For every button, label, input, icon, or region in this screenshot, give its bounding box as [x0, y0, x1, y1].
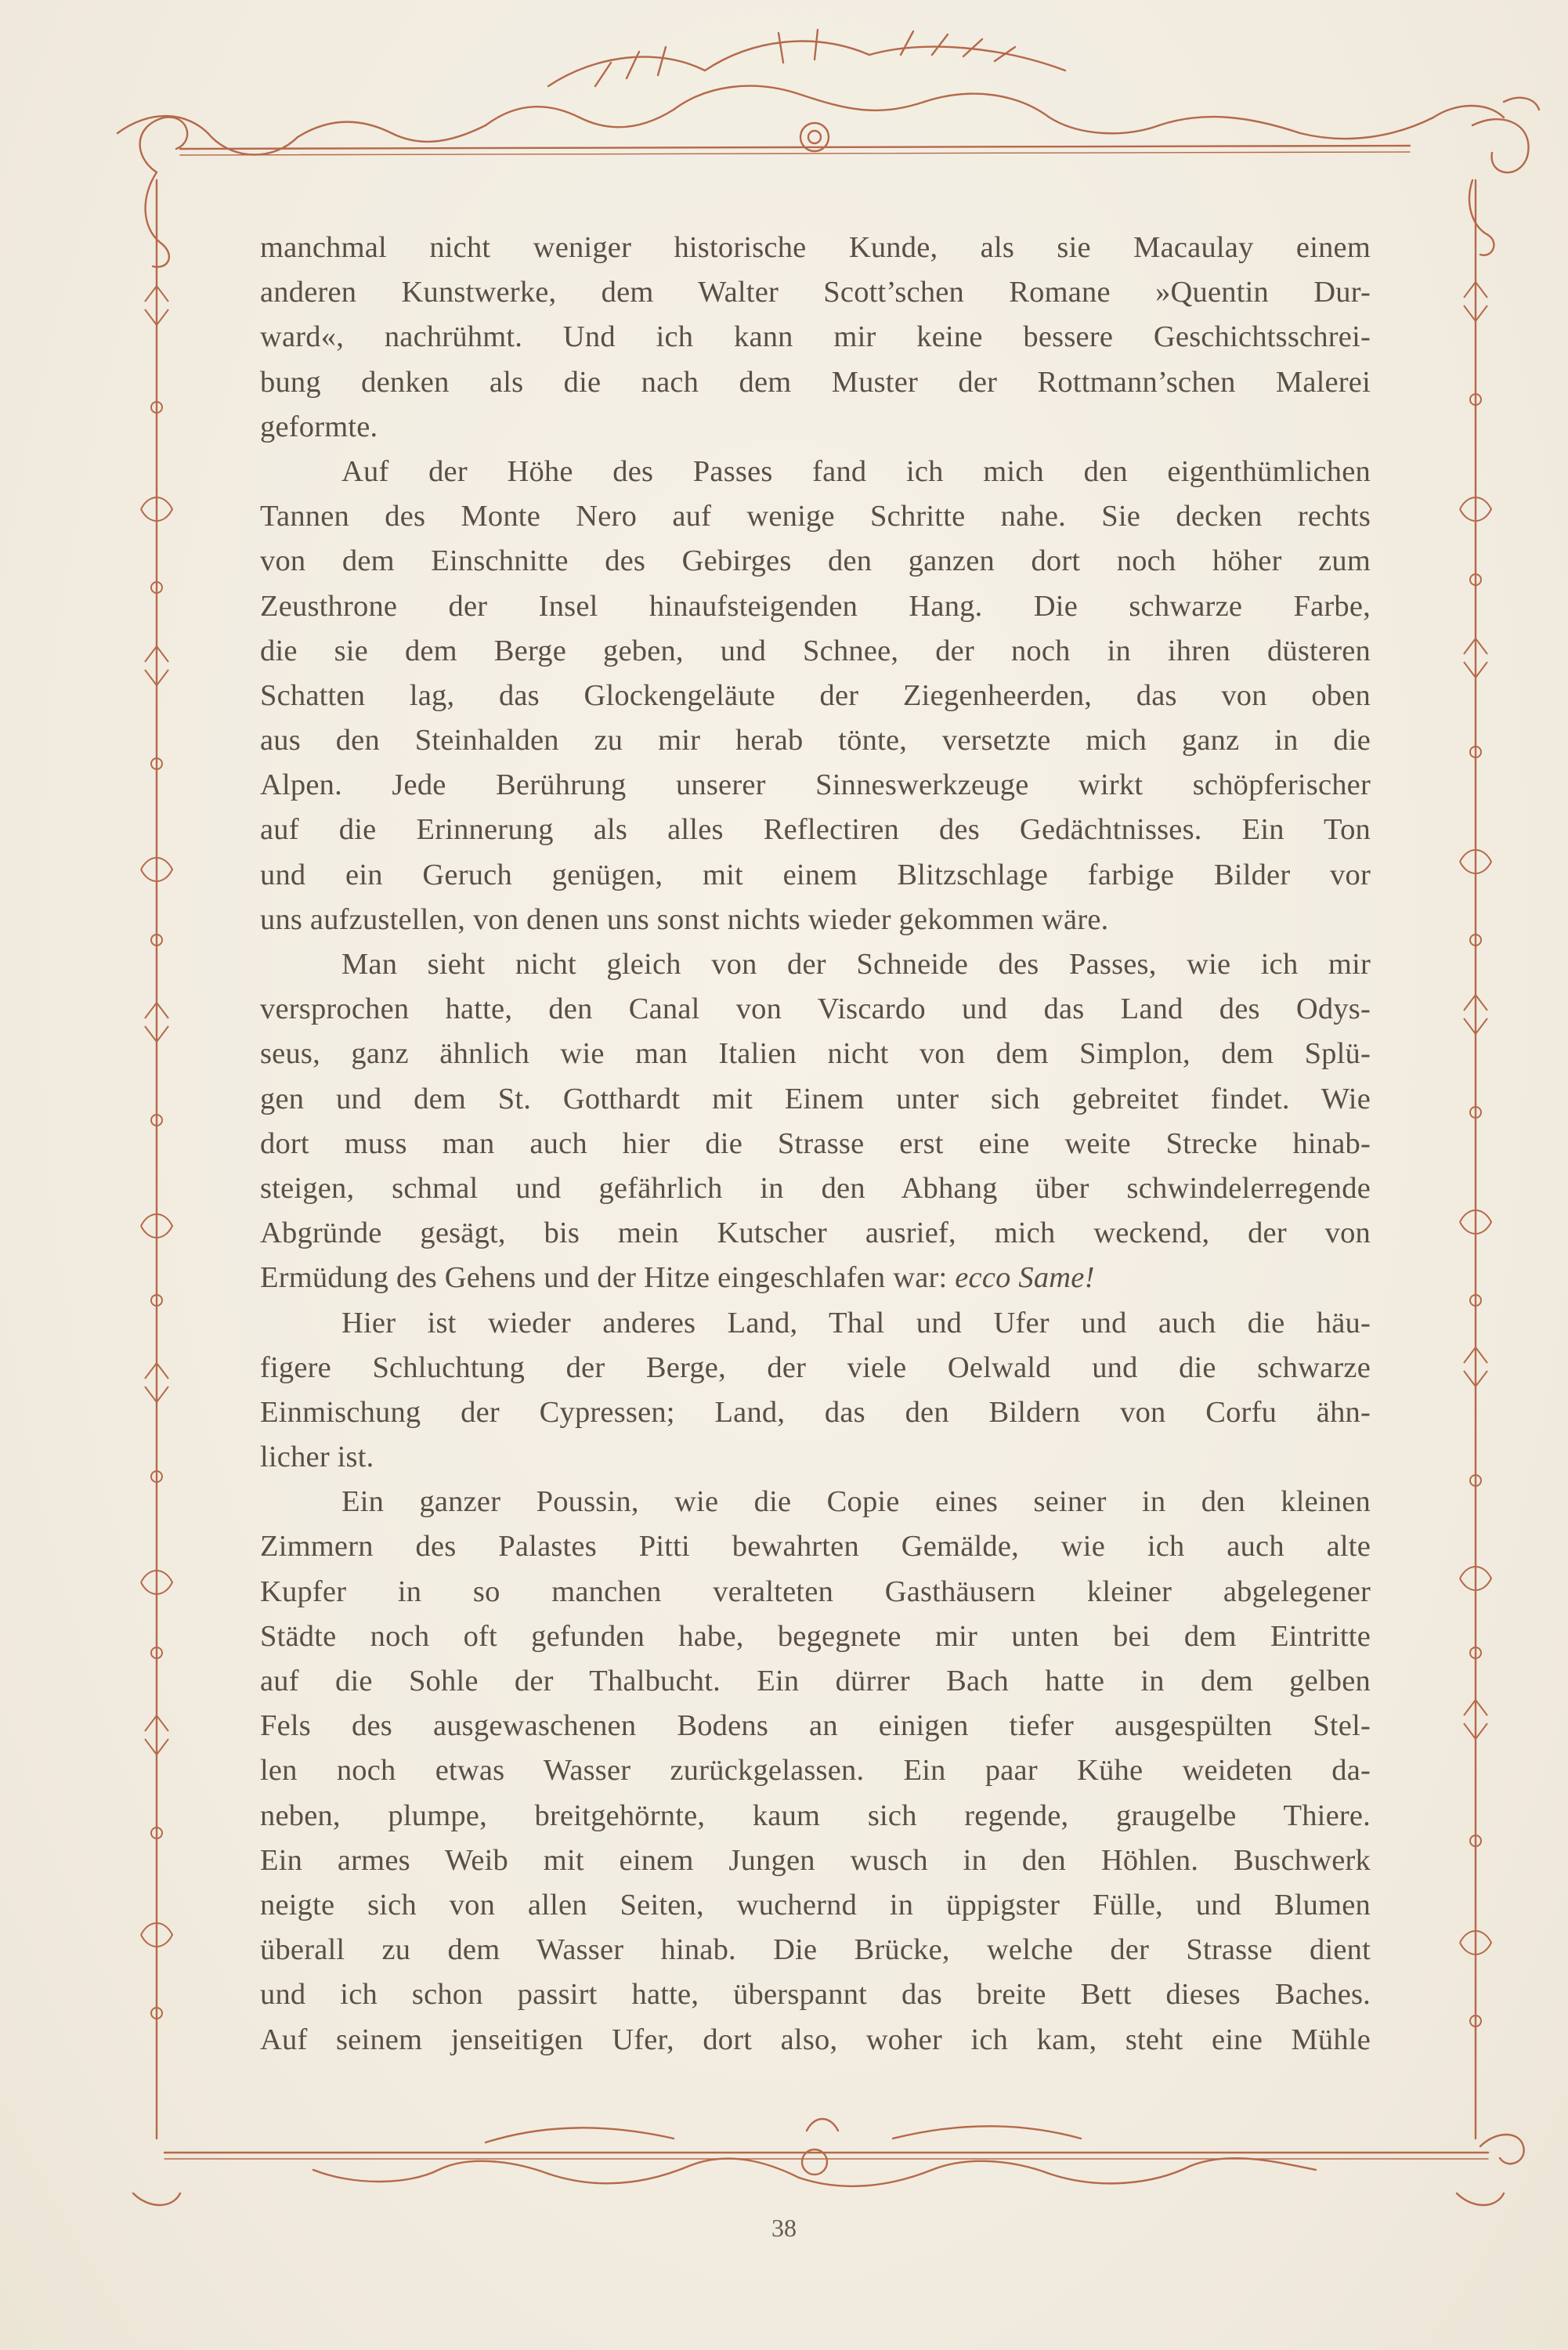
line-text: Auf seinem jenseitigen Ufer, dort also, woher ich kam, steht eine Mühle — [260, 2023, 1371, 2056]
line-text: Man sieht nicht gleich von der Schneide des Passes, wie ich mir — [341, 948, 1371, 981]
text-line — [260, 1346, 1371, 1390]
body-text — [260, 226, 1371, 2063]
text-line — [260, 315, 1371, 360]
text-line — [260, 1166, 1371, 1211]
line-text: Auf der Höhe des Passes fand ich mich den eigenthümlichen — [341, 454, 1371, 488]
text-line — [260, 1883, 1371, 1928]
text-line — [260, 1435, 1371, 1480]
text-line — [260, 1480, 1371, 1524]
text-line — [260, 1659, 1371, 1704]
line-text: Ein armes Weib mit einem Jungen wusch in den Höhlen. Buschwerk — [260, 1843, 1371, 1877]
text-line — [260, 270, 1371, 315]
text-line — [260, 1972, 1371, 2017]
text-line — [260, 1524, 1371, 1569]
line-text: anderen Kunstwerke, dem Walter Scott’schen Romane »Quentin Dur- — [260, 276, 1371, 309]
line-text: und ein Geruch genügen, mit einem Blitzschlage farbige Bilder vor — [260, 858, 1371, 891]
text-line — [260, 718, 1371, 763]
text-line — [260, 226, 1371, 270]
top-border-line — [180, 146, 1410, 149]
text-line — [260, 1077, 1371, 1122]
line-text: gen und dem St. Gotthardt mit Einem unter sich gebreitet findet. Wie — [260, 1082, 1371, 1115]
text-line — [260, 853, 1371, 898]
text-line — [260, 629, 1371, 674]
text-line — [260, 942, 1371, 987]
text-line — [260, 1794, 1371, 1838]
line-text: Zeusthrone der Insel hinaufsteigenden Hang. Die schwarze Farbe, — [260, 589, 1371, 623]
text-line — [260, 1704, 1371, 1748]
line-text: uns aufzustellen, von denen uns sonst nichts wieder gekommen wäre. — [260, 902, 1109, 936]
line-text: ward«, nachrühmt. Und ich kann mir keine bessere Geschichtsschrei- — [260, 320, 1371, 354]
text-line — [260, 405, 1371, 450]
text-line — [260, 2018, 1371, 2063]
text-line — [260, 674, 1371, 718]
text-line — [260, 1301, 1371, 1346]
text-line — [260, 1032, 1371, 1076]
line-text: bung denken als die nach dem Muster der Rottmann’schen Malerei — [260, 365, 1371, 399]
text-line — [260, 360, 1371, 405]
text-line — [260, 1122, 1371, 1166]
line-text: seus, ganz ähnlich wie man Italien nicht von dem Simplon, dem Splü- — [260, 1037, 1371, 1071]
line-text: Ermüdung des Gehens und der Hitze eingeschlafen war: — [260, 1261, 956, 1295]
text-line — [260, 539, 1371, 584]
italic-phrase: ecco Same! — [955, 1261, 1095, 1295]
line-text: Hier ist wieder anderes Land, Thal und Ufer und auch die häu- — [341, 1306, 1371, 1340]
text-line — [260, 898, 1371, 942]
text-line — [260, 1256, 1371, 1300]
line-text: steigen, schmal und gefährlich in den Abhang über schwindelerregende — [260, 1171, 1371, 1205]
text-line — [260, 763, 1371, 808]
line-text: dort muss man auch hier die Strasse erst eine weite Strecke hinab- — [260, 1126, 1371, 1160]
line-text: auf die Sohle der Thalbucht. Ein dürrer Bach hatte in dem gelben — [260, 1665, 1371, 1697]
text-line — [260, 1570, 1371, 1614]
line-text: die sie dem Berge geben, und Schnee, der noch in ihren düsteren — [260, 634, 1371, 667]
text-line — [260, 1211, 1371, 1256]
line-text: neigte sich von allen Seiten, wuchernd in üppigster Fülle, und Blumen — [260, 1888, 1371, 1922]
line-text: Schatten lag, das Glockengeläute der Ziegenheerden, das von oben — [260, 678, 1371, 712]
text-line — [260, 808, 1371, 852]
line-text: figere Schluchtung der Berge, der viele Oelwald und die schwarze — [260, 1350, 1371, 1384]
text-line — [260, 450, 1371, 494]
line-text: überall zu dem Wasser hinab. Die Brücke, welche der Strasse dient — [260, 1933, 1371, 1967]
line-text: Zimmern des Palastes Pitti bewahrten Gemälde, wie ich auch alte — [260, 1530, 1371, 1564]
text-line — [260, 1390, 1371, 1435]
line-text: len noch etwas Wasser zurückgelassen. Ein paar Kühe weideten da- — [260, 1754, 1371, 1788]
bottom-border-line — [164, 2152, 1488, 2153]
line-text: manchmal nicht weniger historische Kunde, als sie Macaulay einem — [260, 231, 1371, 264]
line-text: licher ist. — [260, 1441, 374, 1474]
page-number: 38 — [771, 2214, 797, 2242]
line-text: geformte. — [260, 410, 378, 443]
line-text: Fels des ausgewaschenen Bodens an einigen tiefer ausgespülten Stel- — [260, 1709, 1371, 1743]
text-line — [260, 987, 1371, 1032]
line-text: Tannen des Monte Nero auf wenige Schritte nahe. Sie decken rechts — [260, 500, 1371, 533]
text-line — [260, 1748, 1371, 1793]
line-text: und ich schon passirt hatte, überspannt das breite Bett dieses Baches. — [260, 1978, 1371, 2012]
line-text: Kupfer in so manchen veralteten Gasthäusern kleiner abgelegener — [260, 1574, 1371, 1608]
line-text: Städte noch oft gefunden habe, begegnete mir unten bei dem Eintritte — [260, 1619, 1371, 1653]
line-text: neben, plumpe, breitgehörnte, kaum sich regende, graugelbe Thiere. — [260, 1799, 1371, 1832]
line-text: Ein ganzer Poussin, wie die Copie eines seiner in den kleinen — [341, 1485, 1371, 1519]
text-line — [260, 1928, 1371, 1972]
line-text: Abgründe gesägt, bis mein Kutscher ausrief, mich weckend, der von — [260, 1217, 1371, 1250]
line-text: von dem Einschnitte des Gebirges den ganzen dort noch höher zum — [260, 544, 1371, 578]
text-line — [260, 494, 1371, 539]
text-line — [260, 584, 1371, 629]
line-text: aus den Steinhalden zu mir herab tönte, versetzte mich ganz in die — [260, 724, 1371, 757]
line-text: Alpen. Jede Berührung unserer Sinneswerkzeuge wirkt schöpferischer — [260, 768, 1371, 802]
line-text: versprochen hatte, den Canal von Viscardo und das Land des Odys- — [260, 992, 1371, 1026]
line-text: auf die Erinnerung als alles Reflectiren des Gedächtnisses. Ein Ton — [260, 813, 1371, 847]
text-line — [260, 1614, 1371, 1659]
text-line — [260, 1838, 1371, 1883]
line-text: Einmischung der Cypressen; Land, das den Bildern von Corfu ähn- — [260, 1395, 1371, 1429]
